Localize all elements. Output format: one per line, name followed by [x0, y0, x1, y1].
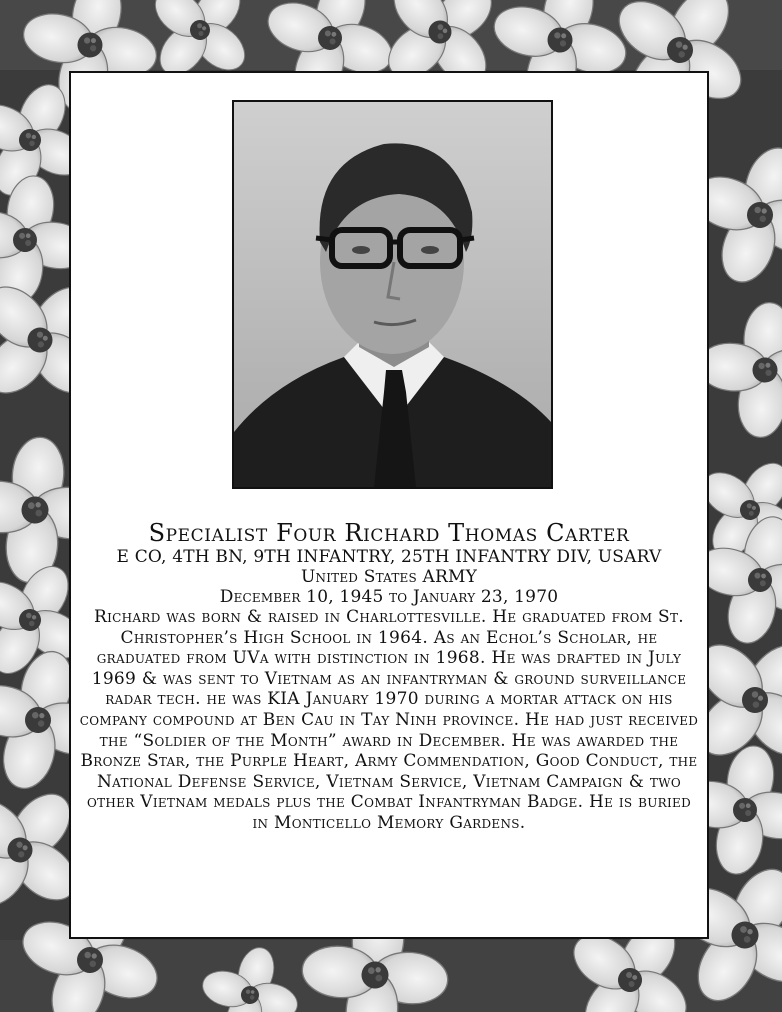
unit-line: E CO, 4TH BN, 9TH INFANTRY, 25TH INFANTRY DIV, USARV	[116, 547, 662, 567]
portrait-photo	[232, 100, 553, 489]
memorial-card	[69, 71, 709, 939]
biography: Richard was born & raised in Charlottesville. He graduated from St. Christopher’s High School in 1964. As an Echol’s Scholar, he graduated from UVa with distinction in 1968. He was drafted in July 1969 & was sent to Vietnam as an infantryman & ground surveillance radar tech. he was KIA January 1970 during a mortar attack on his company compound at Ben Cau in Tay Ninh province. He had just received the “Soldier of the Month” award in December. He was awarded the Bronze Star, the Purple Heart, Army Commendation, Good Conduct, the National Defense Service, Vietnam Service, Vietnam Campaign & two other Vietnam medals plus the Combat Infantryman Badge. He is buried in Monticello Memory Gardens.	[79, 607, 699, 833]
dates-line: December 10, 1945 to January 23, 1970	[219, 587, 559, 607]
memorial-text	[77, 519, 701, 834]
branch-line: United States ARMY	[300, 567, 478, 587]
soldier-name: Specialist Four Richard Thomas Carter	[148, 519, 630, 547]
